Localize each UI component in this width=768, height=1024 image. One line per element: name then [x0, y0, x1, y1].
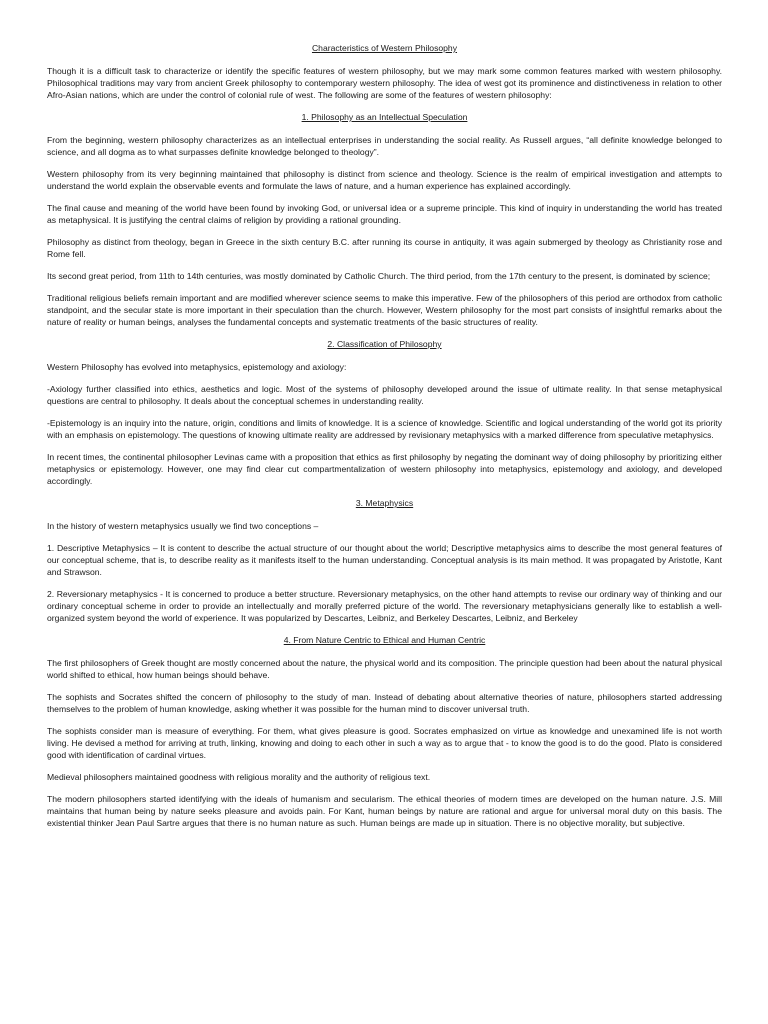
section-metaphysics — [47, 497, 722, 624]
paragraph: -Epistemology is an inquiry into the nature, origin, conditions and limits of knowledge. It is a science of knowledge. Scientific and logical understanding of the world got its priority with an emphasis on epistemology. The questions of knowing ultimate reality are addressed by revisionary metaphysics with a marked difference from speculative metaphysics. — [47, 418, 722, 440]
section-heading: 2. Classification of Philosophy — [327, 339, 442, 349]
paragraph: Philosophy as distinct from theology, began in Greece in the sixth century B.C. after running its course in antiquity, it was again submerged by theology as Christianity rose and Rome fell. — [47, 237, 722, 259]
section-heading: 1. Philosophy as an Intellectual Speculation — [301, 112, 468, 122]
paragraph: 2. Reversionary metaphysics - It is concerned to produce a better structure. Reversionary metaphysics, on the other hand attempts to revise our ordinary way of thinking and our ordinary conceptual scheme in order to provide an intellectually and morally preferred picture of the world. The reversionary metaphysicians generally like to establish a well-organized system beyond the world of experience. It was popularized by Descartes, Leibniz, and Berkeley Descartes, Leibniz, and Berkeley — [47, 589, 722, 623]
paragraph: From the beginning, western philosophy characterizes as an intellectual enterprises in understanding the social reality. As Russell argues, “all definite knowledge belonged to science, and all dogma as to what surpasses definite knowledge belonged to theology”. — [47, 135, 722, 157]
section-heading: 3. Metaphysics — [355, 498, 414, 508]
section-classification — [47, 338, 722, 487]
paragraph: Its second great period, from 11th to 14th centuries, was mostly dominated by Catholic Church. The third period, from the 17th century to the present, is dominated by science; — [47, 271, 711, 281]
paragraph: In recent times, the continental philosopher Levinas came with a proposition that ethics as first philosophy by negating the dominant way of doing philosophy by prioritizing either metaphysics or epistemology. However, one may find clear cut compartmentalization of western philosophy into metaphysics, epistemology and axiology, and developed accordingly. — [47, 452, 722, 486]
paragraph: The sophists consider man is measure of everything. For them, what gives pleasure is good. Socrates emphasized on virtue as knowledge and unexamined life is not worth living. He devised a method for arriving at truth, linking, knowing and doing to each other in such a way as to argue that - to know the good is to do the good. Plato is considered good with identification of cardinal virtues. — [47, 726, 722, 760]
paragraph: The final cause and meaning of the world have been found by invoking God, or universal idea or a supreme principle. This kind of inquiry in understanding the world has treated as metaphysical. It is justifying the central claims of religion by providing a rational grounding. — [47, 203, 722, 225]
paragraph: Western Philosophy has evolved into metaphysics, epistemology and axiology: — [47, 362, 347, 372]
section-intellectual-speculation — [47, 111, 722, 328]
paragraph: The modern philosophers started identifying with the ideals of humanism and secularism. The ethical theories of modern times are developed on the human nature. J.S. Mill maintains that human being by nature seeks pleasure and avoids pain. For Kant, human beings by nature are rational and argue for universal moral duty on this basis. The existential thinker Jean Paul Sartre argues that there is no human nature as such. Human beings are made up in situation. There is no objective morality, but subjective. — [47, 794, 722, 828]
paragraph: 1. Descriptive Metaphysics – It is content to describe the actual structure of our thought about the world; Descriptive metaphysics aims to describe the most general features of our conceptual scheme, that is, to describe reality as it manifests itself to the human understanding. Conceptual analysis is its main method. It was propagated by Aristotle, Kant and Strawson. — [47, 543, 722, 577]
paragraph: Western philosophy from its very beginning maintained that philosophy is distinct from science and theology. Science is the realm of empirical investigation and attempts to understand the world explain the observable events and formulate the laws of nature, and a human experience has explained accordingly. — [47, 169, 722, 191]
paragraph: Traditional religious beliefs remain important and are modified wherever science seems to make this imperative. Few of the philosophers of this period are orthodox from catholic standpoint, and the secular state is more important in their speculation than the church. However, Western philosophy for the most part consists of insightful remarks about the nature of reality or human beings, analyses the fundamental concepts and systematic treatments of the basic structures of reality. — [47, 293, 722, 327]
section-nature-to-ethics — [47, 634, 722, 829]
section-heading: 4. From Nature Centric to Ethical and Human Centric — [283, 635, 486, 645]
intro-paragraph: Though it is a difficult task to characterize or identify the specific features of western philosophy, but we may mark some common features marked with western philosophy. Philosophical traditions may vary from ancient Greek philosophy to contemporary western philosophy. The idea of west got its prominence and distinctiveness in relation to other Afro-Asian nations, which are under the control of colonial rule of west. The following are some of the features of western philosophy: — [47, 66, 722, 100]
paragraph: The sophists and Socrates shifted the concern of philosophy to the study of man. Instead of debating about alternative theories of nature, philosophers started addressing themselves to the problem of human knowledge, asking whether it was possible for the human mind to discover universal truth. — [47, 692, 722, 714]
document-title: Characteristics of Western Philosophy — [311, 43, 458, 53]
paragraph: -Axiology further classified into ethics, aesthetics and logic. Most of the systems of philosophy developed around the issue of ultimate reality. In that sense metaphysical questions are central to philosophy. It deals about the conceptual schemes in understanding reality. — [47, 384, 722, 406]
paragraph: Medieval philosophers maintained goodness with religious morality and the authority of religious text. — [47, 772, 431, 782]
paragraph: In the history of western metaphysics usually we find two conceptions – — [47, 521, 319, 531]
paragraph: The first philosophers of Greek thought are mostly concerned about the nature, the physical world and its composition. The principle question had been about the natural physical world shifted to ethical, how human beings should behave. — [47, 658, 722, 680]
